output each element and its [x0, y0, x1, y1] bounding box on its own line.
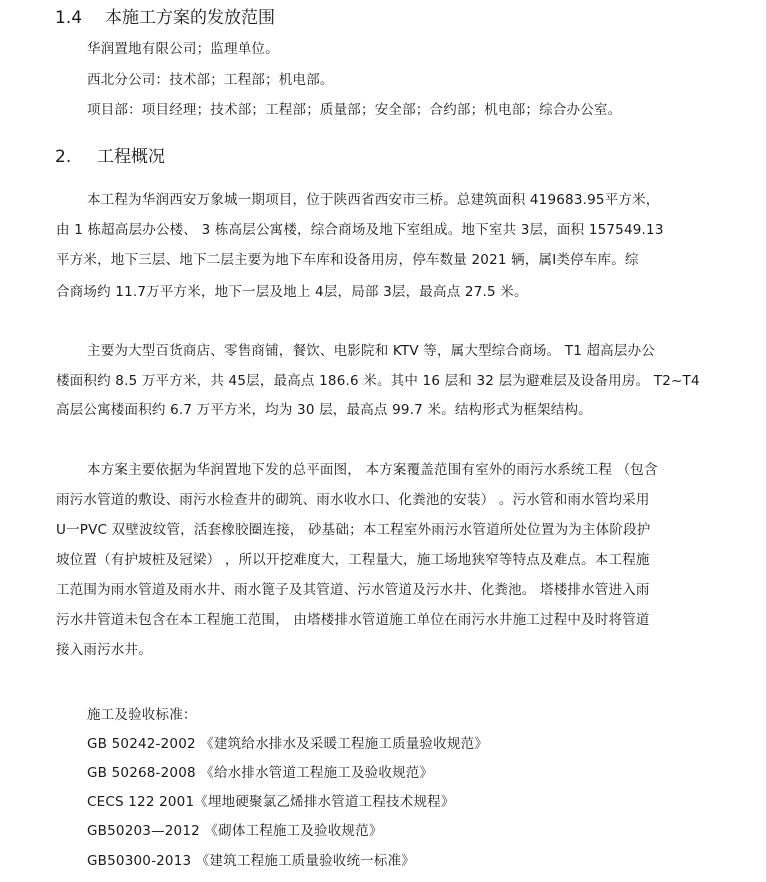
standard-item: CECS 122 2001《埋地硬聚氯乙烯排水管道工程技术规程》	[87, 794, 455, 810]
standard-item: GB 50242-2002 《建筑给水排水及采暖工程施工质量验收规范》	[87, 736, 488, 752]
section-title: 工程概况	[97, 147, 165, 167]
section-number: 2.	[55, 147, 72, 167]
paragraph-line: 雨污水管道的敷设、雨污水检查井的砌筑、雨水收水口、化粪池的安装） 。污水管和雨水管均采用	[56, 492, 650, 508]
standard-item: GB50300-2013 《建筑工程施工质量验收统一标准》	[87, 853, 415, 869]
standard-item: GB50203—2012 《砌体工程施工及验收规范》	[87, 823, 383, 839]
paragraph-line: 工范围为雨水管道及雨水井、雨水篦子及其管道、污水管道及污水井、化粪池。 塔楼排水管进入雨	[56, 582, 650, 598]
paragraph-line: 本方案主要依据为华润置地下发的总平面图， 本方案覆盖范围有室外的雨污水系统工程 （包含	[87, 462, 658, 478]
section-heading-2	[55, 146, 165, 168]
paragraph-line: 合商场约 11.7万平方米，地下一层及地上 4层，局部 3层，最高点 27.5 米。	[56, 284, 528, 300]
distribution-line: 项目部：项目经理；技术部；工程部；质量部；安全部；合约部；机电部；综合办公室。	[87, 102, 622, 118]
paragraph-line: 接入雨污水井。	[56, 642, 152, 658]
distribution-line: 西北分公司：技术部；工程部；机电部。	[87, 72, 334, 88]
paragraph-line: U一PVC 双壁波纹管，活套橡胶圈连接， 砂基础；本工程室外雨污水管道所处位置为为主体阶段护	[56, 522, 651, 538]
paragraph-line: 主要为大型百货商店、零售商铺，餐饮、电影院和 KTV 等，属大型综合商场。 T1 超高层办公	[87, 343, 655, 359]
section-title: 本施工方案的发放范围	[105, 8, 275, 28]
standards-heading: 施工及验收标准：	[87, 707, 197, 723]
paragraph-line: 本工程为华润西安万象城一期项目，位于陕西省西安市三桥。总建筑面积 419683.95平方米，	[87, 192, 660, 208]
section-heading-1-4	[55, 7, 275, 29]
paragraph-line: 高层公寓楼面积约 6.7 万平方米，均为 30 层，最高点 99.7 米。结构形式为框架结构。	[56, 402, 592, 418]
paragraph-line: 坡位置（有护坡桩及冠梁） ，所以开挖难度大，工程量大，施工场地狭窄等特点及难点。本工程施	[56, 552, 650, 568]
paragraph-line: 污水井管道未包含在本工程施工范围， 由塔楼排水管道施工单位在雨污水井施工过程中及时将管道	[56, 612, 650, 628]
paragraph-line: 楼面积约 8.5 万平方米，共 45层，最高点 186.6 米。其中 16 层和 32 层为避难层及设备用房。 T2~T4	[56, 373, 700, 389]
paragraph-line: 平方米，地下三层、地下二层主要为地下车库和设备用房，停车数量 2021 辆，属Ⅰ类停车库。综	[56, 252, 639, 268]
standard-item: GB 50268-2008 《给水排水管道工程施工及验收规范》	[87, 765, 434, 781]
distribution-line: 华润置地有限公司；监理单位。	[87, 41, 279, 57]
section-number: 1.4	[55, 8, 83, 28]
paragraph-line: 由 1 栋超高层办公楼、 3 栋高层公寓楼，综合商场及地下室组成。地下室共 3层，面积 157549.13	[56, 222, 664, 238]
